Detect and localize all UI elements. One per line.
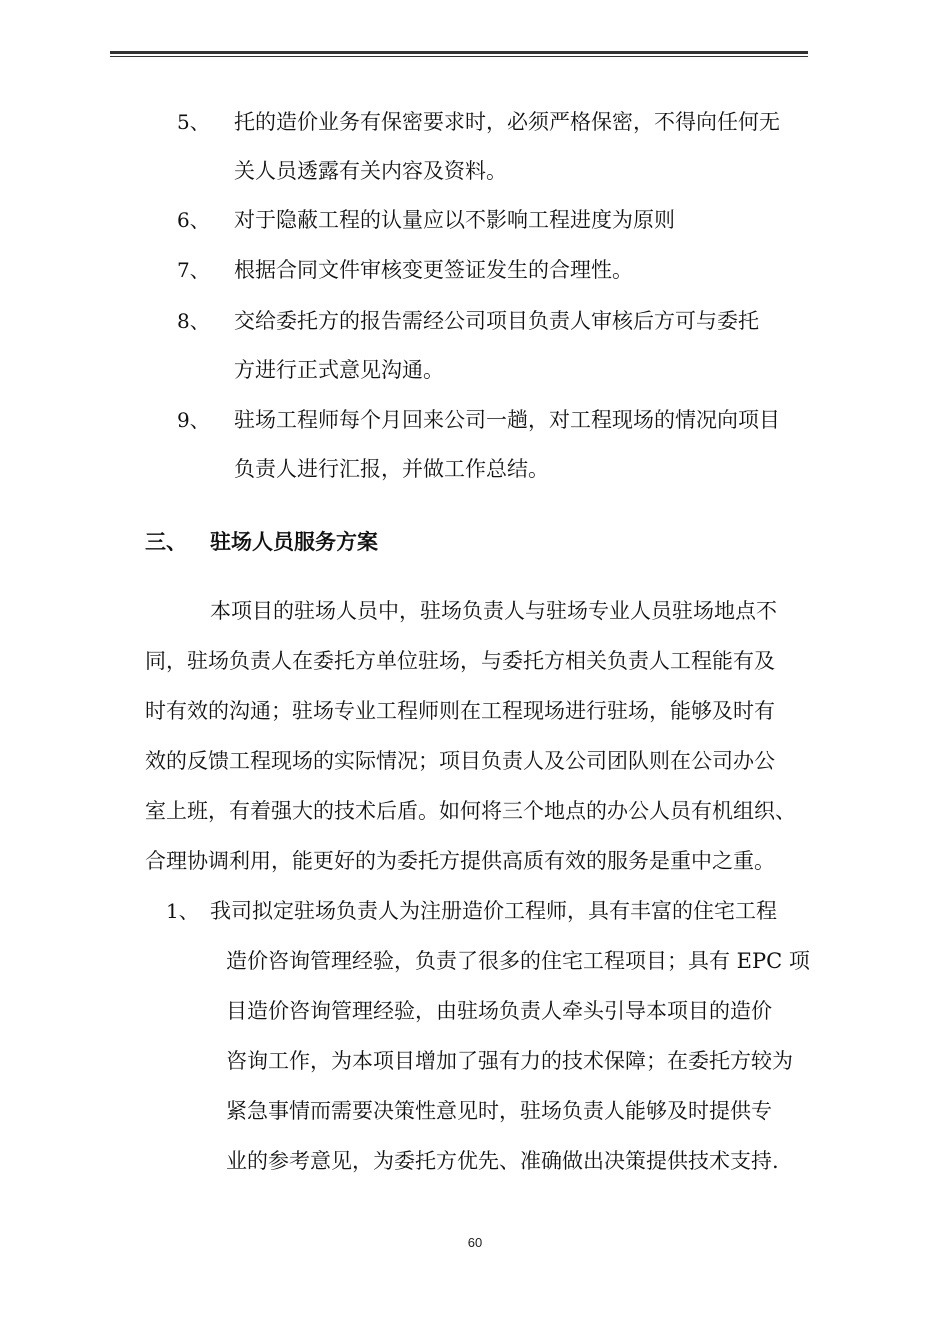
item-number: 5、: [177, 110, 210, 134]
item-text-line: 对于隐蔽工程的认量应以不影响工程进度为原则: [234, 208, 675, 232]
page-number: 60: [467, 1235, 483, 1250]
item-text-line: 关人员透露有关内容及资料。: [234, 159, 507, 183]
paragraph-line: 合理协调利用，能更好的为委托方提供高质有效的服务是重中之重。: [145, 849, 775, 873]
item-text-line: 根据合同文件审核变更签证发生的合理性。: [234, 258, 633, 282]
item-text-line: 驻场工程师每个月回来公司一趟，对工程现场的情况向项目: [234, 408, 780, 432]
item-number: 9、: [177, 408, 210, 432]
header-rule-thick: [110, 51, 808, 54]
item-text-line: 方进行正式意见沟通。: [234, 358, 444, 382]
item-text-line: 造价咨询管理经验，负责了很多的住宅工程项目；具有 EPC 项: [226, 949, 810, 973]
item-text-line: 托的造价业务有保密要求时，必须严格保密，不得向任何无: [234, 110, 780, 134]
item-number: 6、: [177, 208, 210, 232]
section-number: 三、: [145, 530, 187, 554]
paragraph-line: 时有效的沟通；驻场专业工程师则在工程现场进行驻场，能够及时有: [145, 699, 775, 723]
header-rule: [110, 51, 808, 58]
item-text-line: 目造价咨询管理经验，由驻场负责人牵头引导本项目的造价: [226, 999, 772, 1023]
section-title: 驻场人员服务方案: [210, 530, 378, 554]
paragraph-line: 效的反馈工程现场的实际情况；项目负责人及公司团队则在公司办公: [145, 749, 775, 773]
paragraph-line: 本项目的驻场人员中，驻场负责人与驻场专业人员驻场地点不: [210, 599, 777, 623]
item-number: 8、: [177, 309, 210, 333]
header-rule-thin: [110, 56, 808, 57]
paragraph-line: 同，驻场负责人在委托方单位驻场，与委托方相关负责人工程能有及: [145, 649, 775, 673]
item-number: 1、: [166, 899, 199, 923]
item-text-line: 负责人进行汇报，并做工作总结。: [234, 457, 549, 481]
item-text-line: 紧急事情而需要决策性意见时，驻场负责人能够及时提供专: [226, 1099, 772, 1123]
item-text-line: 我司拟定驻场负责人为注册造价工程师，具有丰富的住宅工程: [210, 899, 777, 923]
item-number: 7、: [177, 258, 210, 282]
paragraph-line: 室上班，有着强大的技术后盾。如何将三个地点的办公人员有机组织、: [145, 799, 796, 823]
item-text-line: 咨询工作，为本项目增加了强有力的技术保障；在委托方较为: [226, 1049, 793, 1073]
item-text-line: 业的参考意见，为委托方优先、准确做出决策提供技术支持.: [226, 1149, 779, 1173]
item-text-line: 交给委托方的报告需经公司项目负责人审核后方可与委托: [234, 309, 759, 333]
